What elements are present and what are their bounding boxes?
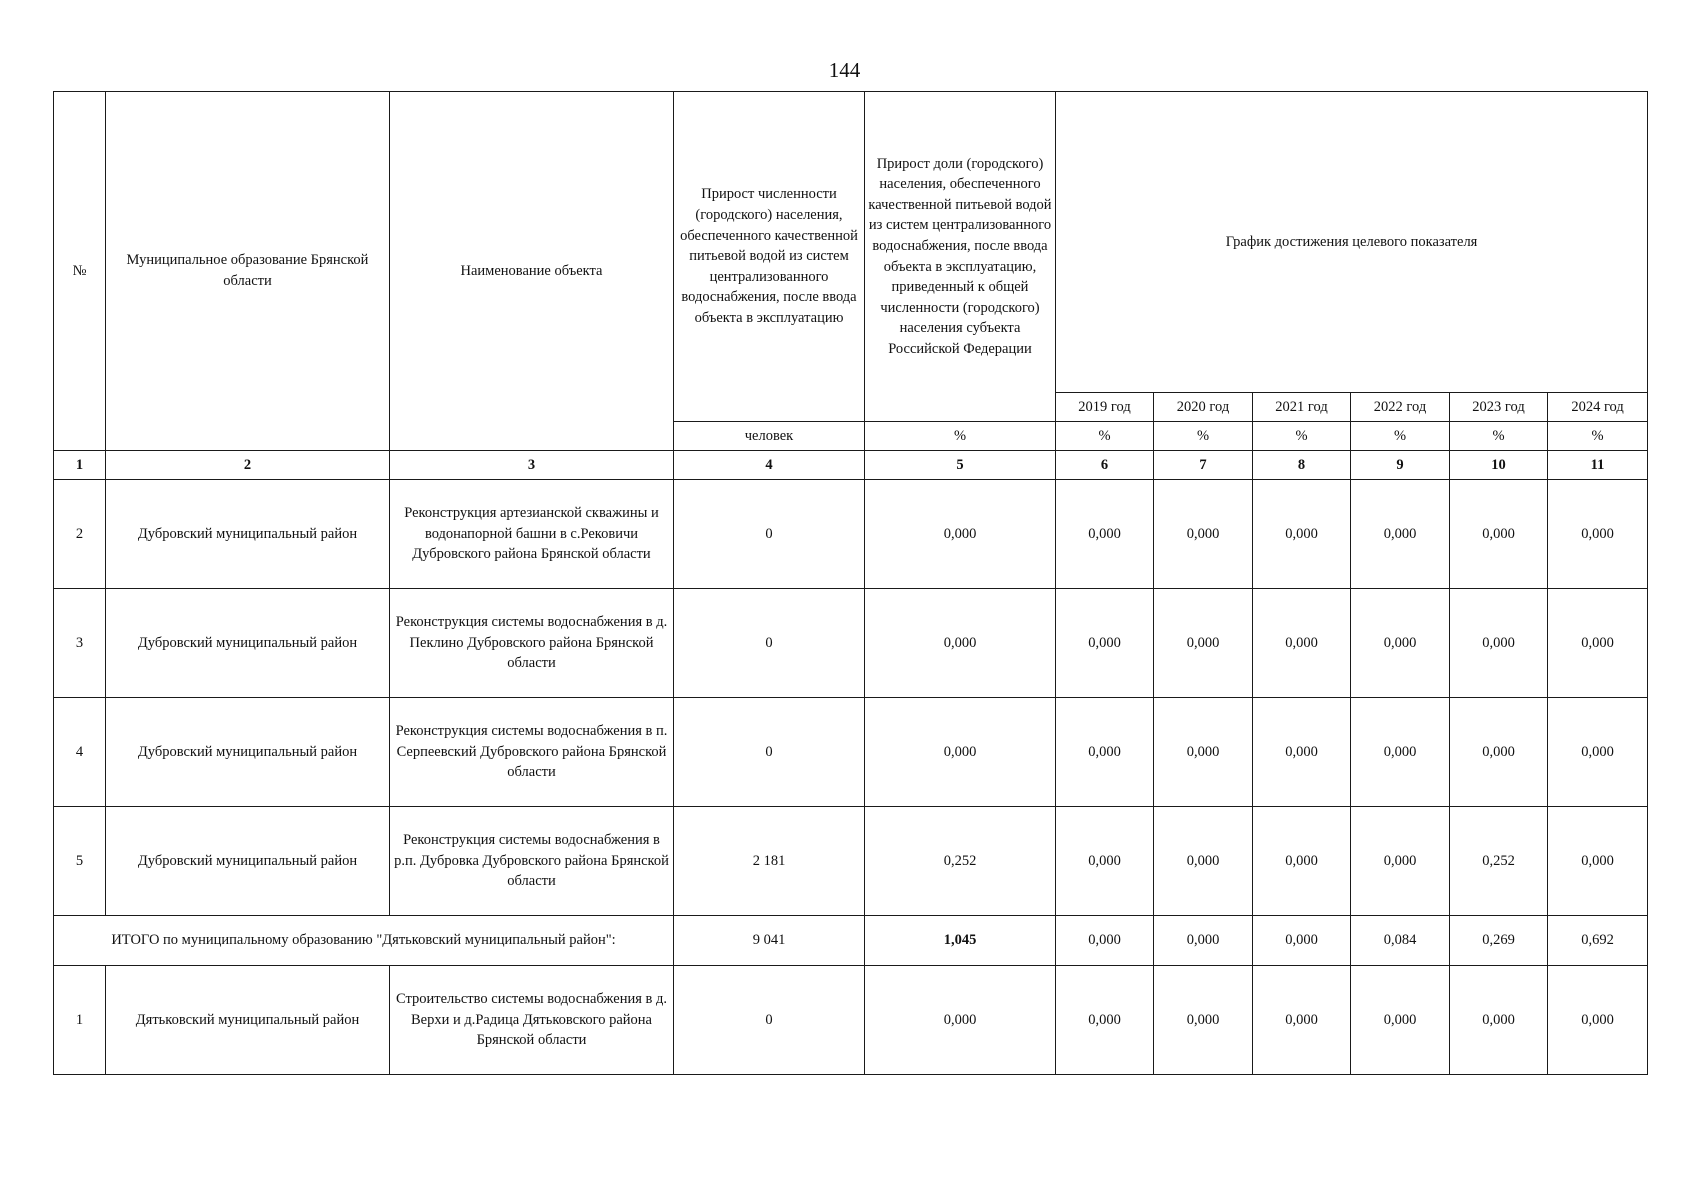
page-number: 144 <box>828 58 861 82</box>
unit-percent: % <box>1154 422 1253 451</box>
header-growth-share: Прирост доли (городского) населения, обеспеченного качественной питьевой водой из систем централизованного водоснабжения, после ввода объекта в эксплуатацию, приведенный к общей численности (городского) населения субъекта Российской Федерации <box>865 92 1056 422</box>
col-number: 5 <box>865 451 1056 480</box>
row-year-value: 0,000 <box>1548 698 1648 807</box>
header-year: 2022 год <box>1351 393 1450 422</box>
col-number: 10 <box>1450 451 1548 480</box>
row-year-value: 0,000 <box>1548 480 1648 589</box>
unit-people: человек <box>674 422 865 451</box>
header-year: 2021 год <box>1253 393 1351 422</box>
row-year-value: 0,000 <box>1253 589 1351 698</box>
unit-percent: % <box>1548 422 1648 451</box>
unit-percent: % <box>1450 422 1548 451</box>
total-share-growth: 1,045 <box>865 916 1056 966</box>
row-year-value: 0,000 <box>1056 698 1154 807</box>
row-year-value: 0,000 <box>1253 966 1351 1075</box>
row-municipality: Дубровский муниципальный район <box>106 589 390 698</box>
total-people-growth: 9 041 <box>674 916 865 966</box>
row-year-value: 0,000 <box>1351 966 1450 1075</box>
header-growth-count: Прирост численности (городского) населения, обеспеченного качественной питьевой водой из систем централизованного водоснабжения, после ввода объекта в эксплуатацию <box>674 92 865 422</box>
row-number: 1 <box>54 966 106 1075</box>
row-share-growth: 0,252 <box>865 807 1056 916</box>
total-year-value: 0,000 <box>1056 916 1154 966</box>
row-year-value: 0,000 <box>1548 807 1648 916</box>
row-people-growth: 0 <box>674 480 865 589</box>
unit-percent: % <box>1253 422 1351 451</box>
row-object-name: Реконструкция системы водоснабжения в д. Пеклино Дубровского района Брянской области <box>390 589 674 698</box>
row-number: 4 <box>54 698 106 807</box>
row-year-value: 0,000 <box>1056 480 1154 589</box>
row-year-value: 0,000 <box>1450 589 1548 698</box>
row-year-value: 0,000 <box>1253 480 1351 589</box>
row-year-value: 0,000 <box>1351 589 1450 698</box>
row-year-value: 0,000 <box>1351 807 1450 916</box>
total-label: ИТОГО по муниципальному образованию "Дятьковский муниципальный район": <box>54 916 674 966</box>
row-share-growth: 0,000 <box>865 480 1056 589</box>
row-object-name: Реконструкция системы водоснабжения в п. Серпеевский Дубровского района Брянской области <box>390 698 674 807</box>
total-year-value: 0,269 <box>1450 916 1548 966</box>
row-year-value: 0,000 <box>1056 589 1154 698</box>
row-municipality: Дятьковский муниципальный район <box>106 966 390 1075</box>
header-year: 2024 год <box>1548 393 1648 422</box>
total-row <box>54 916 1648 966</box>
row-year-value: 0,000 <box>1056 807 1154 916</box>
row-year-value: 0,000 <box>1253 698 1351 807</box>
row-object-name: Реконструкция системы водоснабжения в р.п. Дубровка Дубровского района Брянской области <box>390 807 674 916</box>
row-people-growth: 2 181 <box>674 807 865 916</box>
unit-percent: % <box>1351 422 1450 451</box>
header-no: № <box>54 92 106 451</box>
unit-percent: % <box>865 422 1056 451</box>
header-year: 2019 год <box>1056 393 1154 422</box>
header-schedule: График достижения целевого показателя <box>1056 92 1648 393</box>
row-municipality: Дубровский муниципальный район <box>106 698 390 807</box>
unit-percent: % <box>1056 422 1154 451</box>
col-number: 11 <box>1548 451 1648 480</box>
col-number: 1 <box>54 451 106 480</box>
table-row <box>54 698 1648 807</box>
col-number: 8 <box>1253 451 1351 480</box>
row-year-value: 0,000 <box>1450 698 1548 807</box>
header-year: 2023 год <box>1450 393 1548 422</box>
row-year-value: 0,000 <box>1351 698 1450 807</box>
row-object-name: Строительство системы водоснабжения в д. Верхи и д.Радица Дятьковского района Брянской области <box>390 966 674 1075</box>
row-share-growth: 0,000 <box>865 698 1056 807</box>
header-object-name: Наименование объекта <box>390 92 674 451</box>
col-number: 4 <box>674 451 865 480</box>
header-year: 2020 год <box>1154 393 1253 422</box>
target-indicator-table <box>53 91 1648 1075</box>
total-year-value: 0,000 <box>1154 916 1253 966</box>
total-year-value: 0,000 <box>1253 916 1351 966</box>
header-municipality: Муниципальное образование Брянской области <box>106 92 390 451</box>
row-year-value: 0,000 <box>1154 480 1253 589</box>
col-number: 2 <box>106 451 390 480</box>
row-year-value: 0,000 <box>1154 698 1253 807</box>
total-year-value: 0,692 <box>1548 916 1648 966</box>
row-year-value: 0,252 <box>1450 807 1548 916</box>
row-object-name: Реконструкция артезианской скважины и водонапорной башни в с.Рековичи Дубровского района Брянской области <box>390 480 674 589</box>
row-year-value: 0,000 <box>1253 807 1351 916</box>
col-number: 9 <box>1351 451 1450 480</box>
table-row <box>54 480 1648 589</box>
row-share-growth: 0,000 <box>865 589 1056 698</box>
table-row <box>54 589 1648 698</box>
row-number: 2 <box>54 480 106 589</box>
row-year-value: 0,000 <box>1548 966 1648 1075</box>
row-year-value: 0,000 <box>1154 966 1253 1075</box>
row-year-value: 0,000 <box>1154 807 1253 916</box>
row-municipality: Дубровский муниципальный район <box>106 807 390 916</box>
row-number: 5 <box>54 807 106 916</box>
row-people-growth: 0 <box>674 589 865 698</box>
row-year-value: 0,000 <box>1154 589 1253 698</box>
col-number: 6 <box>1056 451 1154 480</box>
row-number: 3 <box>54 589 106 698</box>
row-people-growth: 0 <box>674 966 865 1075</box>
row-year-value: 0,000 <box>1450 480 1548 589</box>
row-municipality: Дубровский муниципальный район <box>106 480 390 589</box>
row-year-value: 0,000 <box>1450 966 1548 1075</box>
table-row <box>54 966 1648 1075</box>
total-year-value: 0,084 <box>1351 916 1450 966</box>
col-number: 7 <box>1154 451 1253 480</box>
row-year-value: 0,000 <box>1351 480 1450 589</box>
row-share-growth: 0,000 <box>865 966 1056 1075</box>
table-row <box>54 807 1648 916</box>
row-year-value: 0,000 <box>1548 589 1648 698</box>
col-number: 3 <box>390 451 674 480</box>
row-year-value: 0,000 <box>1056 966 1154 1075</box>
row-people-growth: 0 <box>674 698 865 807</box>
